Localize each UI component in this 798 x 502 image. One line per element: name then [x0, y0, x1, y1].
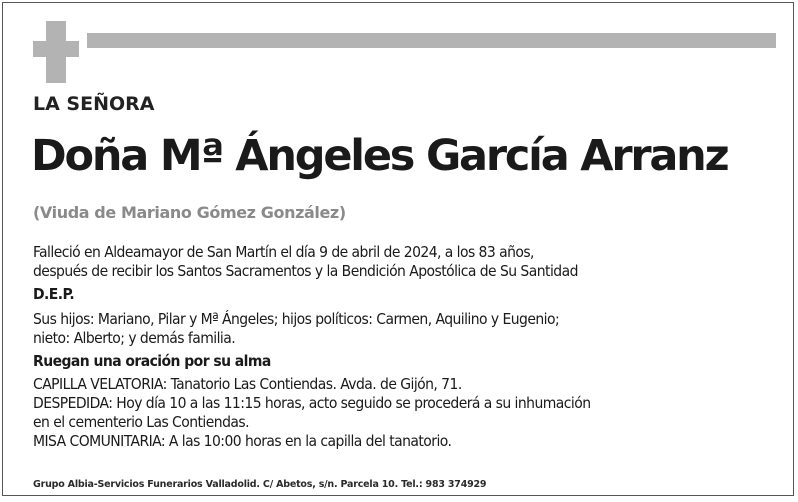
- farewell-info-line-1: DESPEDIDA: Hoy día 10 a las 11:15 horas, acto seguido se procederá a su inhumación: [33, 394, 591, 412]
- widow-note: (Viuda de Mariano Gómez González): [33, 203, 346, 222]
- header-rule: [87, 33, 776, 48]
- title-prefix: LA SEÑORA: [33, 93, 155, 115]
- notice-body: [33, 243, 783, 451]
- farewell-info-line-2: en el cementerio Las Contiendas.: [33, 413, 249, 431]
- dep-label: D.E.P.: [33, 285, 75, 303]
- funeral-home-footer: Grupo Albia-Servicios Funerarios Valladolid. C/ Abetos, s/n. Parcela 10. Tel.: 983 374929: [33, 479, 487, 490]
- death-notice-line-2: después de recibir los Santos Sacramentos y la Bendición Apostólica de Su Santidad: [33, 262, 578, 280]
- family-line-1: Sus hijos: Mariano, Pilar y Mª Ángeles; hijos políticos: Carmen, Aquilino y Eugenio;: [33, 310, 560, 328]
- obituary-notice: [2, 2, 794, 496]
- mass-info: MISA COMUNITARIA: A las 10:00 horas en la capilla del tanatorio.: [33, 432, 452, 450]
- death-notice-line-1: Falleció en Aldeamayor de San Martín el día 9 de abril de 2024, a los 83 años,: [33, 243, 534, 261]
- deceased-name: Doña Mª Ángeles García Arranz: [31, 131, 728, 181]
- cross-icon: [33, 21, 79, 83]
- prayer-request: Ruegan una oración por su alma: [33, 352, 271, 370]
- family-line-2: nieto: Alberto; y demás familia.: [33, 329, 236, 347]
- chapel-info: CAPILLA VELATORIA: Tanatorio Las Contiendas. Avda. de Gijón, 71.: [33, 375, 462, 393]
